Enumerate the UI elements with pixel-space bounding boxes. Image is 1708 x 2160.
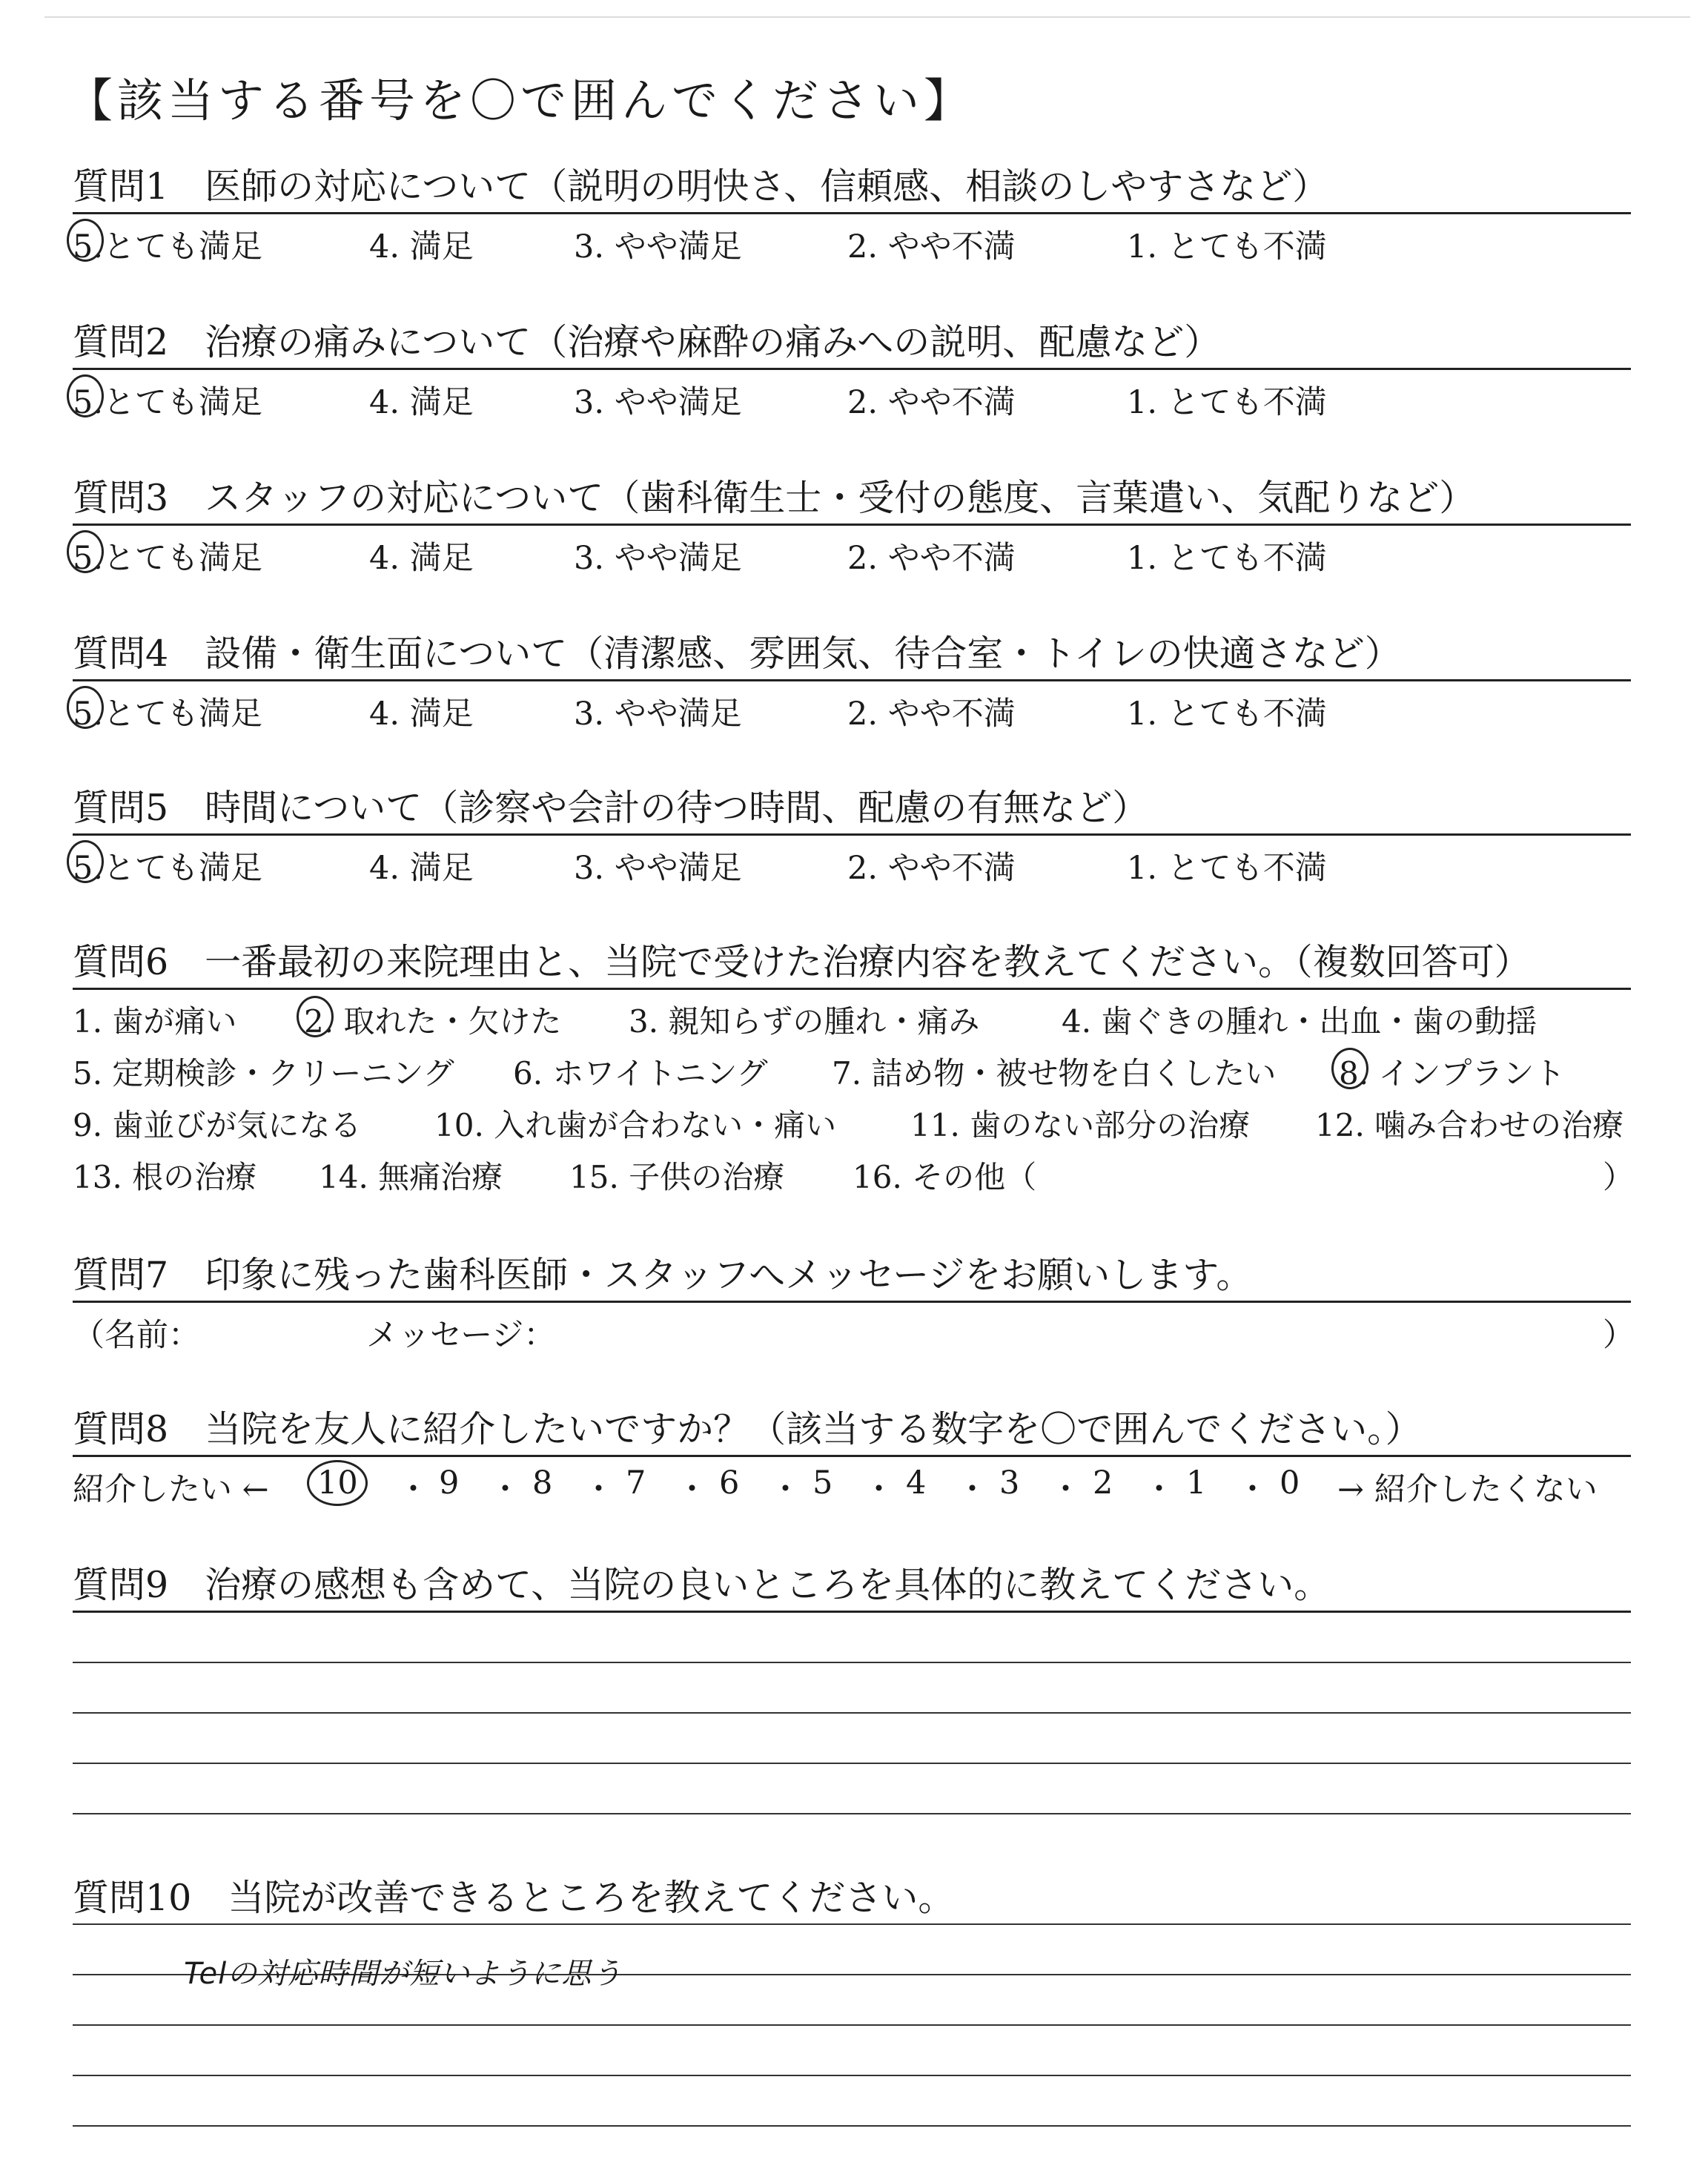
page-title: 【該当する番号を〇で囲んでください】 (67, 73, 975, 128)
option-2[interactable]: 2. やや不満 (847, 228, 1016, 265)
question-3-heading: 質問3 スタッフの対応について（歯科衛生士・受付の態度、言葉遣い、気配りなど） (73, 477, 1476, 519)
scale-separator: ・ (1143, 1471, 1175, 1508)
writing-line[interactable] (73, 2125, 1631, 2127)
message-fields (73, 1303, 1635, 1354)
selection-circle (67, 530, 104, 573)
message-label: メッセージ： (366, 1317, 556, 1354)
option-3[interactable]: 3. やや満足 (574, 696, 742, 733)
options-row (73, 1146, 1635, 1198)
treatment-option[interactable]: 11. 歯のない部分の治療 (910, 1107, 1251, 1143)
option-5[interactable]: 5.とても満足 (73, 696, 263, 733)
selection-circle (1331, 1048, 1368, 1089)
option-5[interactable]: 5.とても満足 (73, 228, 263, 265)
treatment-option[interactable]: 15. 子供の治療 (569, 1159, 785, 1195)
question-9 (73, 1563, 1629, 1814)
writing-line[interactable] (73, 1712, 1631, 1714)
question-8 (73, 1407, 1629, 1508)
recommend-scale (73, 1457, 1629, 1508)
scale-separator: ・ (676, 1471, 708, 1508)
treatment-option[interactable]: 8. インプラント (1339, 1055, 1566, 1091)
scale-separator: ・ (956, 1471, 988, 1508)
option-1[interactable]: 1. とても不満 (1127, 384, 1327, 421)
treatment-option[interactable]: 10. 入れ歯が合わない・痛い (434, 1107, 837, 1143)
name-label: （名前： (73, 1317, 200, 1354)
rating-options (73, 526, 1629, 577)
question-2 (73, 320, 1629, 421)
scale-right-label: → 紹介したくない (1337, 1471, 1598, 1508)
rating-options (73, 836, 1629, 887)
writing-line[interactable] (73, 1662, 1631, 1663)
scale-3[interactable]: 3 (999, 1464, 1020, 1502)
scale-separator: ・ (1050, 1471, 1082, 1508)
scale-7[interactable]: 7 (626, 1464, 646, 1502)
option-1[interactable]: 1. とても不満 (1127, 228, 1327, 265)
option-1[interactable]: 1. とても不満 (1127, 540, 1327, 577)
close-paren: ） (1603, 1317, 1635, 1354)
scale-8[interactable]: 8 (532, 1464, 553, 1502)
option-4[interactable]: 4. 満足 (369, 540, 474, 577)
question-2-heading: 質問2 治療の痛みについて（治療や麻酔の痛みへの説明、配慮など） (73, 321, 1221, 363)
scale-separator: ・ (1237, 1471, 1268, 1508)
option-3[interactable]: 3. やや満足 (574, 850, 742, 887)
scale-left-label: 紹介したい ← (73, 1471, 269, 1508)
question-4-heading: 質問4 設備・衛生面について（清潔感、雰囲気、待合室・トイレの快適さなど） (73, 633, 1401, 675)
question-10 (73, 1876, 1629, 2127)
selection-circle (307, 1460, 368, 1506)
selection-circle (67, 686, 104, 729)
treatment-option[interactable]: 7. 詰め物・被せ物を白くしたい (832, 1055, 1277, 1091)
option-2[interactable]: 2. やや不満 (847, 850, 1016, 887)
handwritten-answer: Telの対応時間が短いように思う (184, 1957, 623, 1991)
option-2[interactable]: 2. やや不満 (847, 540, 1016, 577)
question-rule (73, 1923, 1631, 1925)
question-9-heading: 質問9 治療の感想も含めて、当院の良いところを具体的に教えてください。 (73, 1564, 1331, 1606)
treatment-option[interactable]: 3. 親知らずの腫れ・痛み (629, 1003, 980, 1040)
scale-4[interactable]: 4 (906, 1464, 927, 1502)
scale-separator: ・ (397, 1471, 429, 1508)
scale-separator: ・ (769, 1471, 801, 1508)
question-10-heading: 質問10 当院が改善できるところを教えてください。 (73, 1877, 955, 1919)
options-row (73, 1042, 1629, 1094)
question-1 (73, 165, 1629, 265)
option-2[interactable]: 2. やや不満 (847, 384, 1016, 421)
treatment-option[interactable]: 14. 無痛治療 (319, 1159, 503, 1195)
top-border (44, 16, 1690, 18)
question-4 (73, 632, 1629, 733)
option-5[interactable]: 5.とても満足 (73, 850, 263, 887)
treatment-option[interactable]: 9. 歯並びが気になる (73, 1107, 362, 1143)
question-6-heading: 質問6 一番最初の来院理由と、当院で受けた治療内容を教えてください。（複数回答可） (73, 941, 1531, 983)
option-2[interactable]: 2. やや不満 (847, 696, 1016, 733)
scale-2[interactable]: 2 (1093, 1464, 1113, 1502)
treatment-option[interactable]: 5. 定期検診・クリーニング (73, 1055, 454, 1091)
treatment-option[interactable]: 2. 取れた・欠けた (304, 1003, 562, 1040)
option-4[interactable]: 4. 満足 (369, 228, 474, 265)
question-5-heading: 質問5 時間について（診察や会計の待つ時間、配慮の有無など） (73, 787, 1149, 829)
options-row (73, 1094, 1629, 1146)
rating-options (73, 370, 1629, 421)
scale-5[interactable]: 5 (812, 1464, 833, 1502)
writing-line[interactable] (73, 1813, 1631, 1814)
treatment-option[interactable]: 13. 根の治療 (73, 1159, 257, 1195)
option-5[interactable]: 5.とても満足 (73, 540, 263, 577)
option-4[interactable]: 4. 満足 (369, 696, 474, 733)
options-row (73, 990, 1629, 1042)
treatment-option[interactable]: 4. 歯ぐきの腫れ・出血・歯の動揺 (1062, 1003, 1537, 1040)
option-4[interactable]: 4. 満足 (369, 384, 474, 421)
option-5[interactable]: 5.とても満足 (73, 384, 263, 421)
treatment-options (73, 990, 1635, 1198)
scale-9[interactable]: 9 (439, 1464, 460, 1502)
rating-options (73, 681, 1629, 733)
selection-circle (67, 374, 104, 417)
writing-line[interactable] (73, 1763, 1631, 1764)
option-3[interactable]: 3. やや満足 (574, 228, 742, 265)
scale-6[interactable]: 6 (719, 1464, 740, 1502)
question-5 (73, 786, 1629, 887)
option-3[interactable]: 3. やや満足 (574, 384, 742, 421)
option-4[interactable]: 4. 満足 (369, 850, 474, 887)
scale-0[interactable]: 0 (1280, 1464, 1300, 1502)
option-1[interactable]: 1. とても不満 (1127, 696, 1327, 733)
scale-1[interactable]: 1 (1186, 1464, 1207, 1502)
question-7-heading: 質問7 印象に残った歯科医師・スタッフへメッセージをお願いします。 (73, 1254, 1253, 1296)
question-8-heading: 質問8 当院を友人に紹介したいですか？（該当する数字を〇で囲んでください。） (73, 1408, 1422, 1450)
treatment-option[interactable]: 6. ホワイトニング (513, 1055, 768, 1091)
scale-10[interactable]: 10 (317, 1464, 358, 1502)
writing-line[interactable] (73, 2075, 1631, 2076)
question-1-heading: 質問1 医師の対応について（説明の明快さ、信頼感、相談のしやすさなど） (73, 165, 1329, 208)
option-1[interactable]: 1. とても不満 (1127, 850, 1327, 887)
rating-options (73, 214, 1629, 265)
option-3[interactable]: 3. やや満足 (574, 540, 742, 577)
selection-circle (67, 840, 104, 883)
writing-line[interactable] (73, 2024, 1631, 2026)
treatment-option[interactable]: 12. 噛み合わせの治療 (1315, 1107, 1624, 1143)
scale-separator: ・ (863, 1471, 895, 1508)
close-paren: ） (1603, 1159, 1635, 1195)
question-3 (73, 476, 1629, 577)
question-7 (73, 1253, 1635, 1354)
question-rule (73, 1611, 1631, 1613)
treatment-option[interactable]: 1. 歯が痛い (73, 1003, 237, 1040)
question-6 (73, 940, 1635, 1198)
scale-separator: ・ (489, 1471, 521, 1508)
other-option[interactable]: 16. その他（ (853, 1159, 1037, 1195)
selection-circle (297, 996, 334, 1037)
selection-circle (67, 219, 104, 262)
scale-separator: ・ (583, 1471, 615, 1508)
